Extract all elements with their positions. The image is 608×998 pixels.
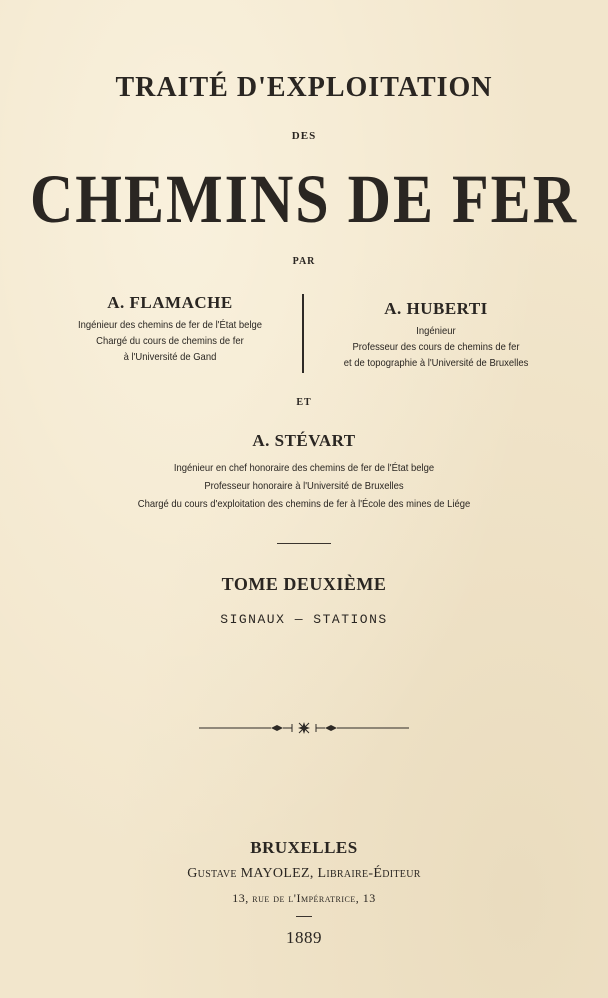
- connector-des: DES: [291, 130, 317, 142]
- credential-line: Ingénieur: [416, 325, 456, 337]
- imprint-rule: [296, 916, 312, 917]
- volume-subject: SIGNAUX — STATIONS: [220, 612, 388, 627]
- author-divider: [302, 294, 304, 373]
- credential-line: et de topographie à l'Université de Bruxelles: [343, 357, 529, 369]
- credential-line: Ingénieur des chemins de fer de l'État belge: [77, 319, 263, 331]
- credential-line: à l'Université de Gand: [123, 351, 217, 363]
- author-name: A. HUBERTI: [384, 299, 488, 318]
- connector-par: PAR: [292, 256, 316, 267]
- author-name: A. FLAMACHE: [107, 293, 233, 312]
- imprint-publisher: Gustave MAYOLEZ, Libraire-Éditeur: [187, 866, 421, 881]
- imprint-city: BRUXELLES: [250, 838, 358, 857]
- author-credentials: [319, 323, 553, 371]
- volume-label: TOME DEUXIÈME: [221, 574, 387, 594]
- author-huberti: [306, 293, 566, 371]
- section-rule: [277, 543, 331, 544]
- author-stevart-name: A. STÉVART: [252, 431, 356, 450]
- credential-line: Chargé du cours de chemins de fer: [96, 335, 244, 347]
- credential-line: Ingénieur en chef honoraire des chemins de fer de l'État belge: [173, 462, 435, 474]
- imprint-address: 13, rue de l'Impératrice, 13: [232, 891, 376, 905]
- credential-line: Chargé du cours d'exploitation des chemins de fer à l'École des mines de Liége: [137, 498, 471, 510]
- credential-line: Professeur des cours de chemins de fer: [352, 341, 520, 353]
- ornament-divider: [199, 720, 409, 736]
- author-credentials: [53, 317, 287, 365]
- author-stevart-credentials: [30, 459, 577, 513]
- title-line: TRAITÉ D'EXPLOITATION: [115, 72, 493, 103]
- main-title: CHEMINS DE FER: [29, 161, 579, 238]
- connector-et: ET: [296, 397, 312, 408]
- imprint-year: 1889: [286, 928, 322, 947]
- credential-line: Professeur honoraire à l'Université de Bruxelles: [204, 480, 404, 492]
- author-flamache: [40, 293, 300, 365]
